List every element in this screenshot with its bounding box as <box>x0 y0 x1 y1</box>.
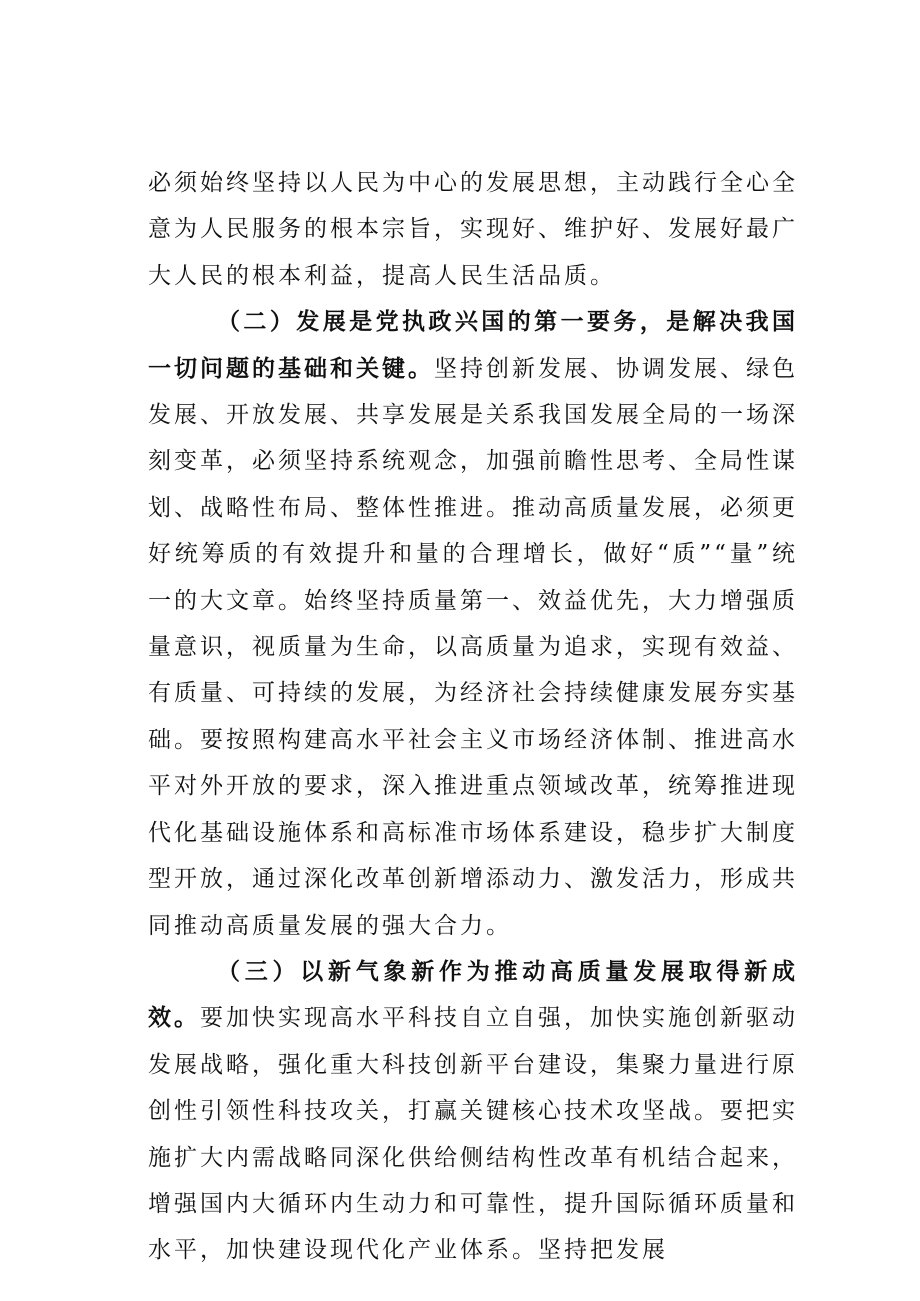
paragraph-section-3 <box>148 949 798 1274</box>
paragraph-text: 要加快实现高水平科技自立自强，加快实施创新驱动发展战略，强化重大科技创新平台建设，集聚力量进行原创性引领性科技攻关，打赢关键核心技术攻坚战。要把实施扩大内需战略同深化供给侧结构性改革有机结合起来，增强国内大循环内生动力和可靠性，提升国际循环质量和水平，加快建设现代化产业体系。坚持把发展 <box>148 1005 798 1264</box>
paragraph-text: 必须始终坚持以人民为中心的发展思想，主动践行全心全意为人民服务的根本宗旨，实现好、维护好、发展好最广大人民的根本利益，提高人民生活品质。 <box>148 170 798 289</box>
paragraph-continuation <box>148 160 798 299</box>
paragraph-text: 坚持创新发展、协调发展、绿色发展、开放发展、共享发展是关系我国发展全局的一场深刻变革，必须坚持系统观念，加强前瞻性思考、全局性谋划、战略性布局、整体性推进。推动高质量发展，必须更好统筹质的有效提升和量的合理增长，做好“质”“量”统一的大文章。始终坚持质量第一、效益优先，大力增强质量意识，视质量为生命，以高质量为追求，实现有效益、有质量、可持续的发展，为经济社会持续健康发展夯实基础。要按照构建高水平社会主义市场经济体制、推进高水平对外开放的要求，深入推进重点领域改革，统筹推进现代化基础设施体系和高标准市场体系建设，稳步扩大制度型开放，通过深化改革创新增添动力、激发活力，形成共同推动高质量发展的强大合力。 <box>148 355 798 939</box>
document-body <box>148 160 798 1274</box>
section-heading: （三）以新气象新作为推动高质量发展取得新成效。 <box>148 957 798 1032</box>
paragraph-section-2 <box>148 299 798 949</box>
section-heading: （二）发展是党执政兴国的第一要务，是解决我国一切问题的基础和关键。 <box>148 308 798 382</box>
